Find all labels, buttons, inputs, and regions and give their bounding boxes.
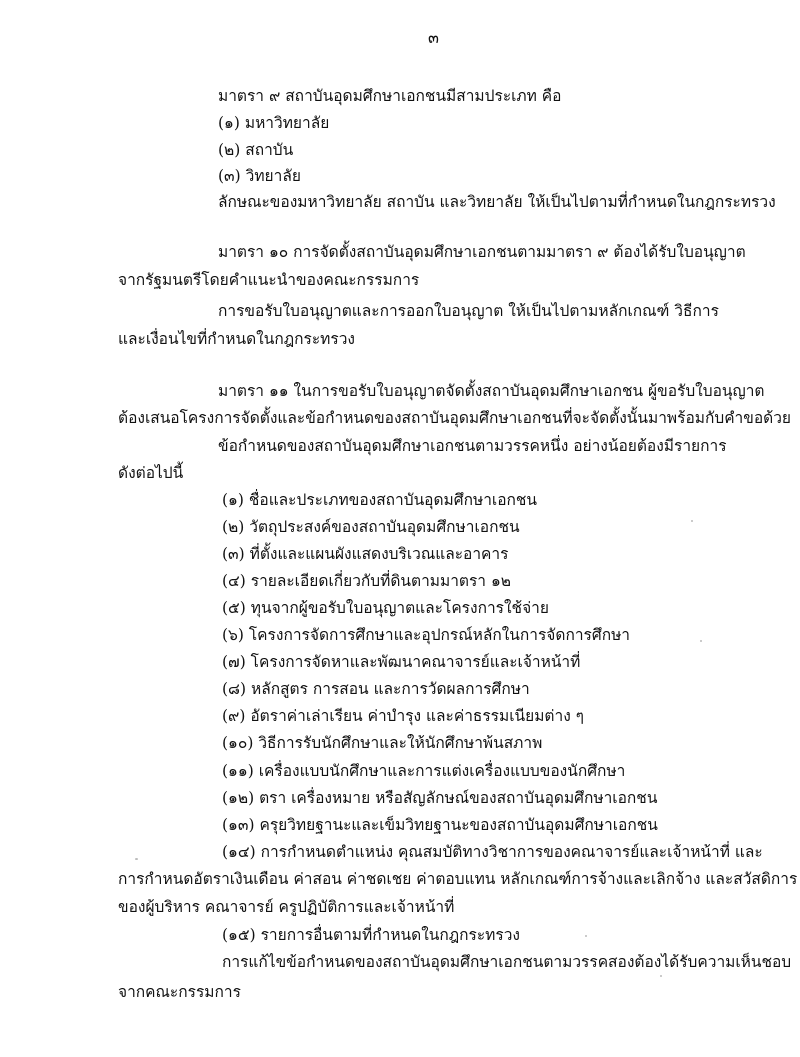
scan-speck: [660, 975, 662, 977]
section-10-line-1: มาตรา ๑๐ การจัดตั้งสถาบันอุดมศึกษาเอกชนตามมาตรา ๙ ต้องได้รับใบอนุญาต: [218, 243, 746, 261]
section-11-item-2: (๒) วัตถุประสงค์ของสถาบันอุดมศึกษาเอกชน: [222, 518, 520, 536]
section-9-heading: มาตรา ๙ สถาบันอุดมศึกษาเอกชนมีสามประเภท คือ: [218, 87, 562, 105]
section-10-line-4: และเงื่อนไขที่กำหนดในกฎกระทรวง: [118, 330, 355, 348]
section-10-line-2: จากรัฐมนตรีโดยคำแนะนำของคณะกรรมการ: [118, 271, 420, 289]
section-11-item-9: (๙) อัตราค่าเล่าเรียน ค่าบำรุง และค่าธรรมเนียมต่าง ๆ: [222, 707, 585, 725]
scan-speck: [700, 640, 702, 642]
section-9-item-1: (๑) มหาวิทยาลัย: [218, 114, 330, 132]
section-11-line-2: ต้องเสนอโครงการจัดตั้งและข้อกำหนดของสถาบันอุดมศึกษาเอกชนที่จะจัดตั้งนั้นมาพร้อมกับคำขอด้วย: [118, 409, 792, 427]
section-11-item-5: (๕) ทุนจากผู้ขอรับใบอนุญาตและโครงการใช้จ่าย: [222, 599, 549, 617]
section-11-line-1: มาตรา ๑๑ ในการขอรับใบอนุญาตจัดตั้งสถาบันอุดมศึกษาเอกชน ผู้ขอรับใบอนุญาต: [218, 382, 765, 400]
section-9-item-2: (๒) สถาบัน: [218, 141, 294, 159]
section-11-item-1: (๑) ชื่อและประเภทของสถาบันอุดมศึกษาเอกชน: [222, 491, 538, 509]
section-11-item-14-cont-1: การกำหนดอัตราเงินเดือน ค่าสอน ค่าชดเชย ค่าตอบแทน หลักเกณฑ์การจ้างและเลิกจ้าง และสวัสดิการ: [118, 870, 798, 888]
section-11-amendment-line-1: การแก้ไขข้อกำหนดของสถาบันอุดมศึกษาเอกชนตามวรรคสองต้องได้รับความเห็นชอบ: [222, 953, 792, 971]
section-11-item-3: (๓) ที่ตั้งและแผนผังแสดงบริเวณและอาคาร: [222, 545, 509, 563]
scan-speck: [691, 520, 693, 522]
section-11-item-11: (๑๑) เครื่องแบบนักศึกษาและการแต่งเครื่องแบบของนักศึกษา: [222, 762, 626, 780]
section-9-note: ลักษณะของมหาวิทยาลัย สถาบัน และวิทยาลัย ให้เป็นไปตามที่กำหนดในกฎกระทรวง: [218, 193, 776, 211]
scan-speck: [585, 935, 587, 937]
section-11-item-12: (๑๒) ตรา เครื่องหมาย หรือสัญลักษณ์ของสถาบันอุดมศึกษาเอกชน: [222, 789, 658, 807]
section-9-item-3: (๓) วิทยาลัย: [218, 167, 301, 185]
section-11-item-4: (๔) รายละเอียดเกี่ยวกับที่ดินตามมาตรา ๑๒: [222, 572, 511, 590]
page-number: ๓: [428, 28, 439, 47]
section-10-line-3: การขอรับใบอนุญาตและการออกใบอนุญาต ให้เป็นไปตามหลักเกณฑ์ วิธีการ: [218, 302, 719, 320]
section-11-item-15: (๑๕) รายการอื่นตามที่กำหนดในกฎกระทรวง: [222, 926, 520, 944]
section-11-item-10: (๑๐) วิธีการรับนักศึกษาและให้นักศึกษาพ้นสภาพ: [222, 734, 543, 752]
scan-speck: [135, 858, 138, 860]
section-11-item-8: (๘) หลักสูตร การสอน และการวัดผลการศึกษา: [222, 680, 530, 698]
section-11-line-3: ข้อกำหนดของสถาบันอุดมศึกษาเอกชนตามวรรคหนึ่ง อย่างน้อยต้องมีรายการ: [218, 437, 727, 455]
section-11-item-14-cont-2: ของผู้บริหาร คณาจารย์ ครูปฏิบัติการและเจ้าหน้าที่: [118, 898, 455, 916]
section-11-item-7: (๗) โครงการจัดหาและพัฒนาคณาจารย์และเจ้าหน้าที่: [222, 653, 581, 671]
section-11-amendment-line-2: จากคณะกรรมการ: [118, 983, 241, 1001]
section-11-item-13: (๑๓) ครุยวิทยฐานะและเข็มวิทยฐานะของสถาบันอุดมศึกษาเอกชน: [222, 816, 658, 834]
section-11-line-4: ดังต่อไปนี้: [118, 464, 184, 482]
section-11-item-14: (๑๔) การกำหนดตำแหน่ง คุณสมบัติทางวิชาการของคณาจารย์และเจ้าหน้าที่ และ: [222, 843, 763, 861]
section-11-item-6: (๖) โครงการจัดการศึกษาและอุปกรณ์หลักในการจัดการศึกษา: [222, 626, 631, 644]
